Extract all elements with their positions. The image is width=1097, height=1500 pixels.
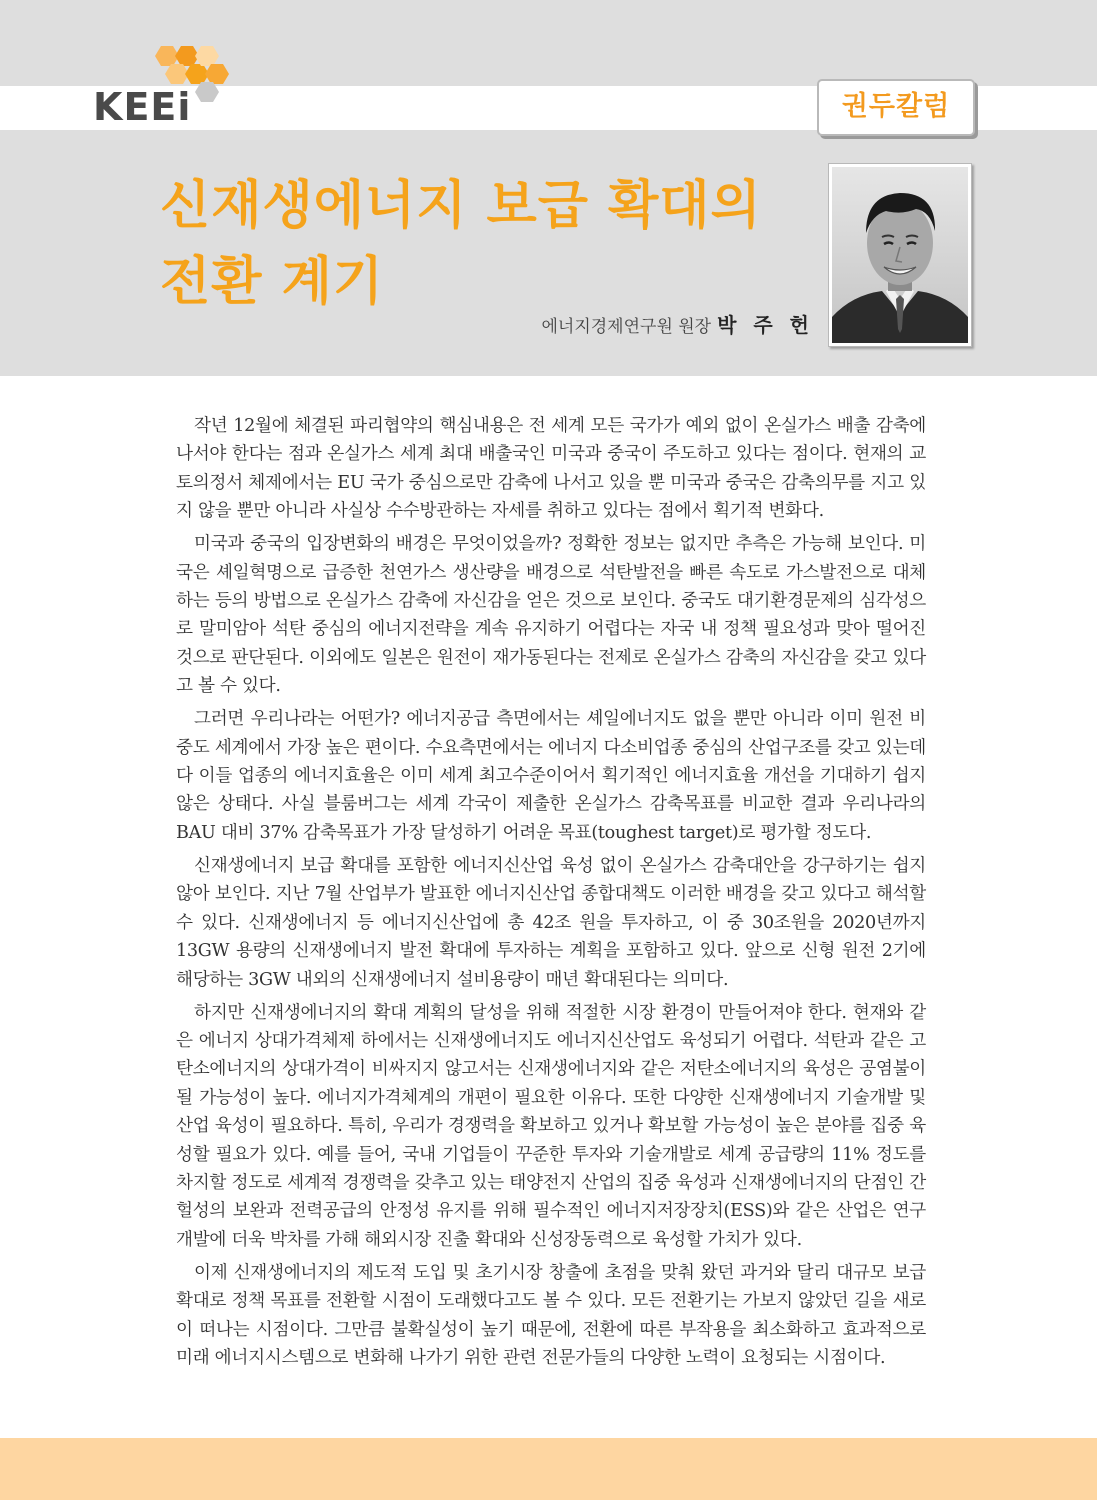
author-name: 박 주 헌 [717, 313, 814, 337]
author-affiliation: 에너지경제연구원 원장 [541, 317, 712, 337]
body-paragraph-4: 신재생에너지 보급 확대를 포함한 에너지신산업 육성 없이 온실가스 감축대안을 강구하기는 쉽지 않아 보인다. 지난 7월 산업부가 발표한 에너지신산업 종합대책도 이러한 배경을 갖고 있다고 해석할 수 있다. 신재생에너지 등 에너지신산업에 총 42조 원을 투자하고, 이 중 30조원을 2020년까지 13GW 용량의 신재생에너지 발전 확대에 투자하는 계획을 포함하고 있다. 앞으로 신형 원전 2기에 해당하는 3GW 내외의 신재생에너지 설비용량이 매년 확대된다는 의미다. [176, 855, 926, 990]
keei-logo [93, 44, 243, 134]
body-paragraph-6: 이제 신재생에너지의 제도적 도입 및 초기시장 창출에 초점을 맞춰 왔던 과거와 달리 대규모 보급 확대로 정책 목표를 전환할 시점이 도래했다고도 볼 수 있다. 모든 전환기는 가보지 않았던 길을 새로이 떠나는 시점이다. 그만큼 불확실성이 높기 때문에, 전환에 따른 부작용을 최소화하고 효과적으로 미래 에너지시스템으로 변화해 나가기 위한 관련 전문가들의 다양한 노력이 요청되는 시점이다. [176, 1262, 926, 1368]
footer-band [0, 1438, 1097, 1500]
body-paragraph-2: 미국과 중국의 입장변화의 배경은 무엇이었을까? 정확한 정보는 없지만 추측은 가능해 보인다. 미국은 셰일혁명으로 급증한 천연가스 생산량을 배경으로 석탄발전을 빠른 속도로 가스발전으로 대체하는 등의 방법으로 온실가스 감축에 자신감을 얻은 것으로 보인다. 중국도 대기환경문제의 심각성으로 말미암아 석탄 중심의 에너지전략을 계속 유지하기 어렵다는 자국 내 정책 필요성과 맞아 떨어진 것으로 판단된다. 이외에도 일본은 원전이 재가동된다는 전제로 온실가스 감축의 자신감을 갖고 있다고 볼 수 있다. [176, 534, 926, 697]
body-paragraph-1: 작년 12월에 체결된 파리협약의 핵심내용은 전 세계 모든 국가가 예외 없이 온실가스 배출 감축에 나서야 한다는 점과 온실가스 세계 최대 배출국인 미국과 중국이 주도하고 있다는 점이다. 현재의 교토의정서 체제에서는 EU 국가 중심으로만 감축에 나서고 있을 뿐 미국과 중국은 감축의무를 지고 있지 않을 뿐만 아니라 사실상 수수방관하는 자세를 취하고 있다는 점에서 획기적 변화다. [176, 416, 926, 522]
column-label-badge: 권두칼럼 [817, 79, 975, 136]
body-paragraph-3: 그러면 우리나라는 어떤가? 에너지공급 측면에서는 셰일에너지도 없을 뿐만 아니라 이미 원전 비중도 세계에서 가장 높은 편이다. 수요측면에서는 에너지 다소비업종 중심의 산업구조를 갖고 있는데다 이들 업종의 에너지효율은 이미 세계 최고수준이어서 획기적인 에너지효율 개선을 기대하기 쉽지 않은 상태다. 사실 블룸버그는 세계 각국이 제출한 온실가스 감축목표를 비교한 결과 우리나라의 BAU 대비 37% 감축목표가 가장 달성하기 어려운 목표(toughest target)로 평가할 정도다. [176, 709, 926, 843]
body-paragraph-5: 하지만 신재생에너지의 확대 계획의 달성을 위해 적절한 시장 환경이 만들어져야 한다. 현재와 같은 에너지 상대가격체제 하에서는 신재생에너지도 에너지신산업도 육성되기 어렵다. 석탄과 같은 고탄소에너지의 상대가격이 비싸지지 않고서는 신재생에너지와 같은 저탄소에너지의 육성은 공염불이 될 가능성이 높다. 에너지가격체계의 개편이 필요한 이유다. 또한 다양한 신재생에너지 기술개발 및 산업 육성이 필요하다. 특히, 우리가 경쟁력을 확보하고 있거나 확보할 가능성이 높은 분야를 집중 육성할 필요가 있다. 예를 들어, 국내 기업들이 꾸준한 투자와 기술개발로 세계 공급량의 11% 정도를 차지할 정도로 세계적 경쟁력을 갖추고 있는 태양전지 산업의 집중 육성과 신재생에너지의 단점인 간헐성의 보완과 전력공급의 안정성 유지를 위해 필수적인 에너지저장장치(ESS)와 같은 산업은 연구개발에 더욱 박차를 가해 해외시장 진출 확대와 신성장동력으로 육성할 가치가 있다. [176, 1002, 926, 1250]
title-line-1: 신재생에너지 보급 확대의 [160, 175, 762, 236]
author-portrait [828, 163, 972, 347]
article-title [160, 168, 800, 320]
article-body [176, 412, 926, 1377]
author-byline [500, 309, 814, 338]
logo-text: KEEi [93, 85, 192, 129]
portrait-person-icon [832, 167, 968, 343]
title-line-2: 전환 계기 [160, 251, 385, 312]
